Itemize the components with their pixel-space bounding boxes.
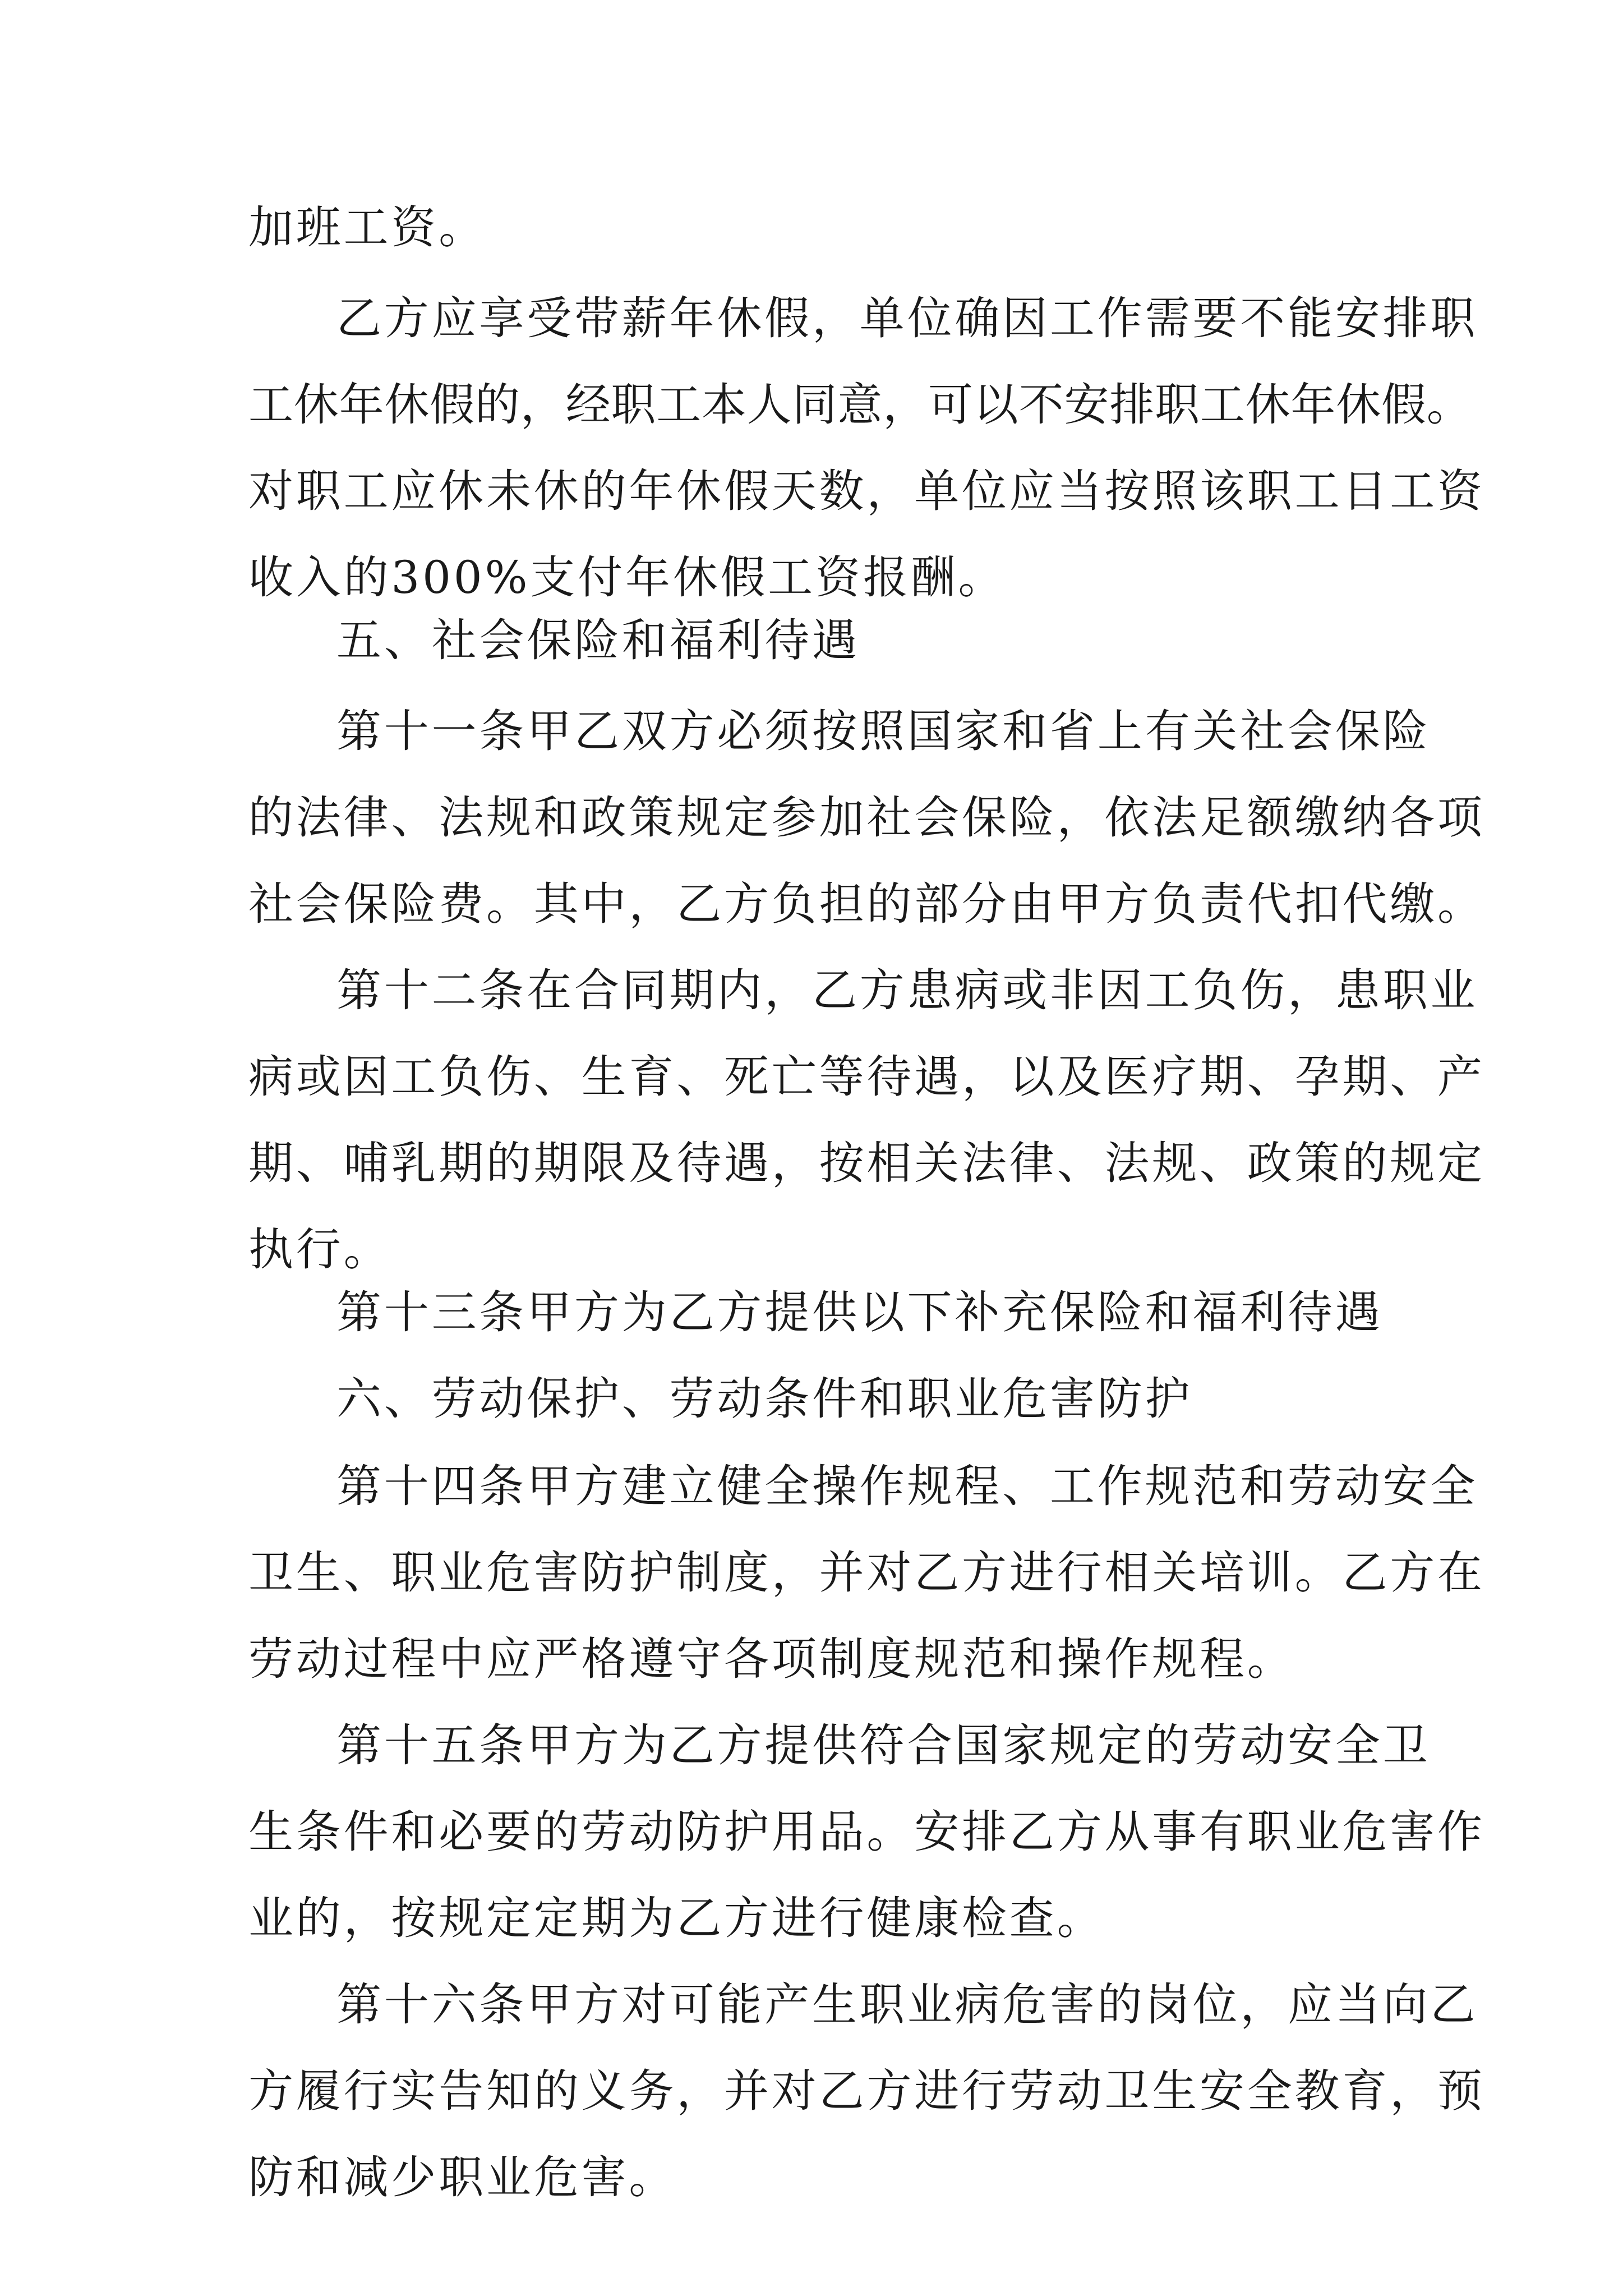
text-line: 对职工应休未休的年休假天数，单位应当按照该职工日工资 [248,465,1485,517]
article-13: 第十三条甲方为乙方提供以下补充保险和福利待遇 [336,1286,1383,1338]
text-line: 生条件和必要的劳动防护用品。安排乙方从事有职业危害作 [248,1806,1485,1858]
article-15: 第十五条甲方为乙方提供符合国家规定的劳动安全卫 [336,1719,1431,1772]
text-line: 防和减少职业危害。 [248,2151,677,2203]
article-16: 第十六条甲方对可能产生职业病危害的岗位，应当向乙 [336,1978,1478,2031]
article-14: 第十四条甲方建立健全操作规程、工作规范和劳动安全 [336,1460,1478,1512]
paragraph-annual-leave: 乙方应享受带薪年休假，单位确因工作需要不能安排职 [336,292,1478,344]
text-line: 病或因工负伤、生育、死亡等待遇，以及医疗期、孕期、产 [248,1051,1485,1103]
text-line: 工休年休假的，经职工本人同意，可以不安排职工休年休假。 [248,379,1472,431]
text-line: 卫生、职业危害防护制度，并对乙方进行相关培训。乙方在 [248,1547,1485,1599]
text-line: 执行。 [248,1223,391,1276]
text-line: 社会保险费。其中，乙方负担的部分由甲方负责代扣代缴。 [248,878,1485,930]
text-line: 业的，按规定定期为乙方进行健康检查。 [248,1892,1105,1944]
section-heading-labor-protection: 六、劳动保护、劳动条件和职业危害防护 [336,1373,1193,1425]
section-heading-social-insurance: 五、社会保险和福利待遇 [336,614,860,666]
text-line: 劳动过程中应严格遵守各项制度规范和操作规程。 [248,1633,1295,1685]
text-line: 加班工资。 [248,201,486,254]
text-line: 收入的300%支付年休假工资报酬。 [248,551,1006,604]
text-line: 期、哺乳期的期限及待遇，按相关法律、法规、政策的规定 [248,1137,1485,1189]
article-12: 第十二条在合同期内，乙方患病或非因工负伤，患职业 [336,964,1478,1016]
article-11: 第十一条甲乙双方必须按照国家和省上有关社会保险 [336,705,1431,757]
text-line: 方履行实告知的义务，并对乙方进行劳动卫生安全教育，预 [248,2065,1485,2117]
text-line: 的法律、法规和政策规定参加社会保险，依法足额缴纳各项 [248,792,1485,844]
